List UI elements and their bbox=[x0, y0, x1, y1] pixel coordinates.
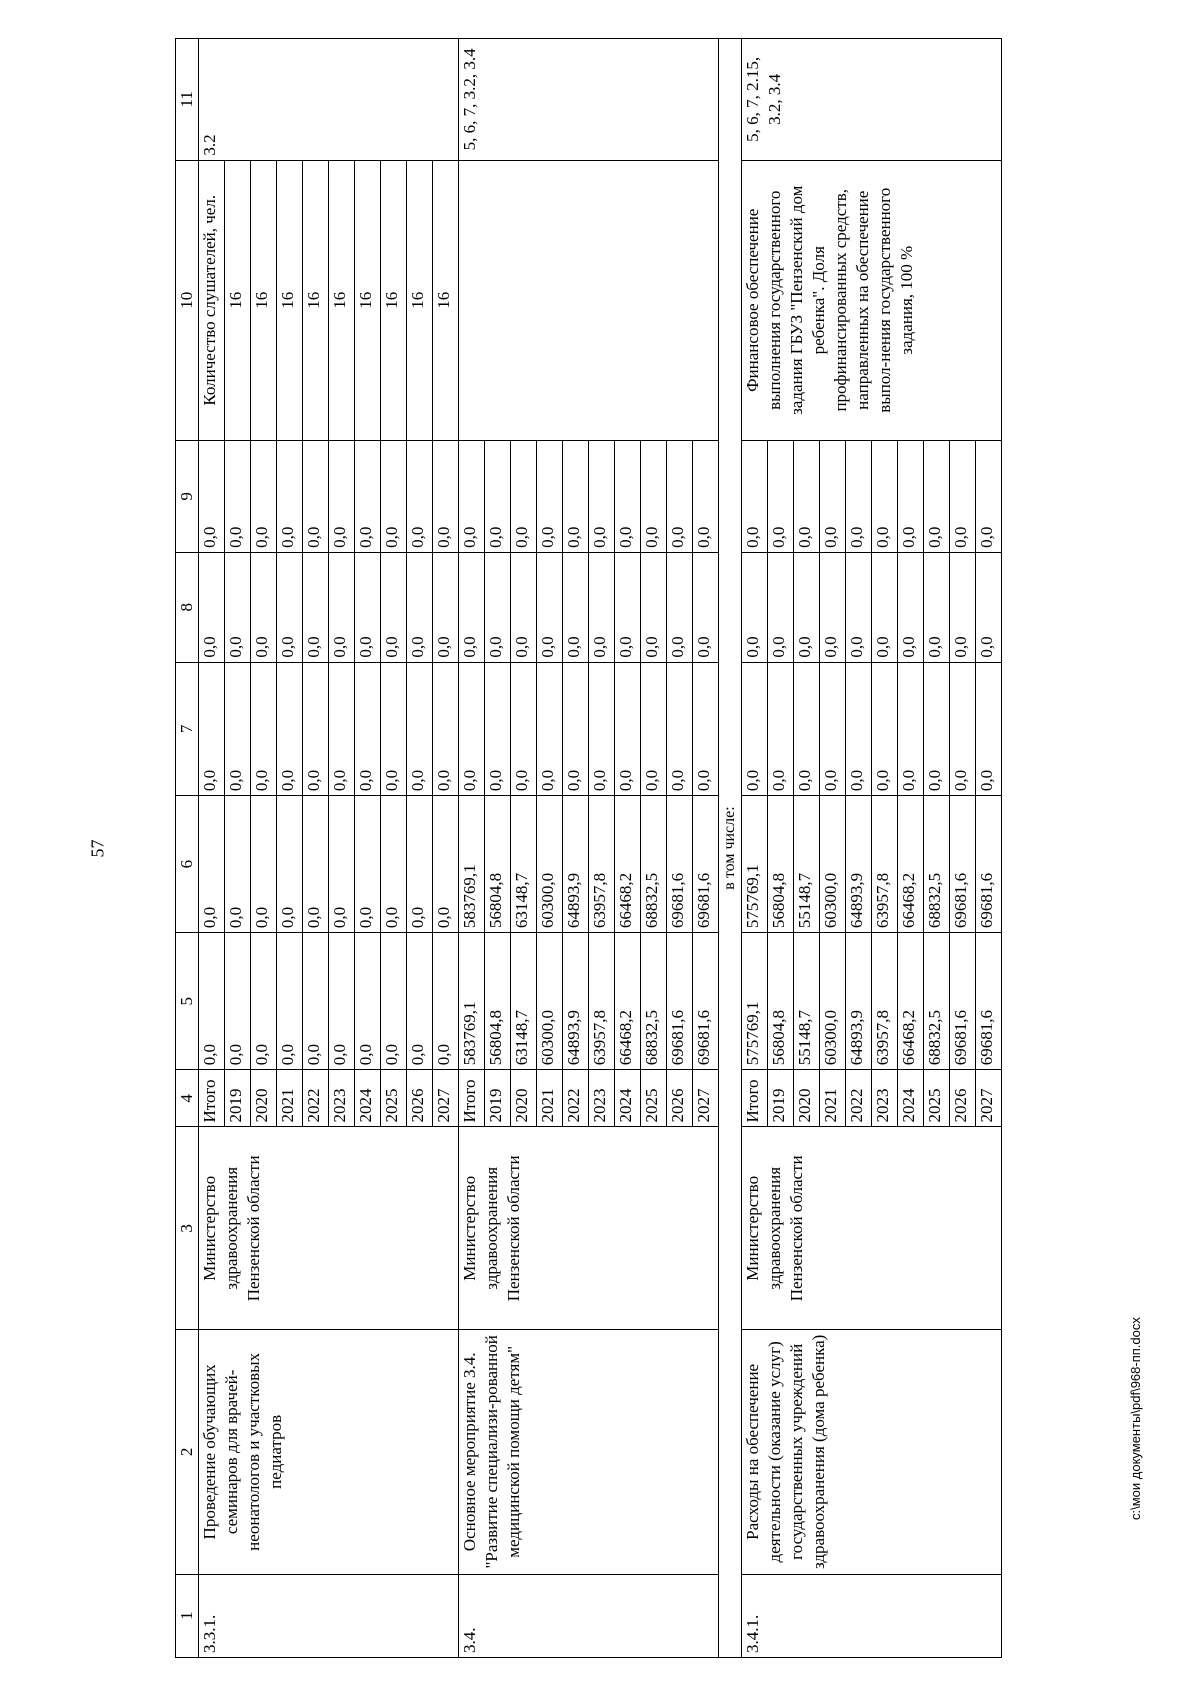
federal-budget-cell: 0,0 bbox=[303, 662, 329, 796]
federal-budget-cell: 0,0 bbox=[589, 662, 615, 796]
extrabudget-cell: 0,0 bbox=[537, 440, 563, 552]
year-cell: 2026 bbox=[950, 1070, 976, 1127]
regional-budget-cell: 0,0 bbox=[355, 796, 381, 933]
extrabudget-cell: 0,0 bbox=[199, 440, 225, 552]
year-cell: 2027 bbox=[433, 1070, 459, 1127]
regional-budget-cell: 0,0 bbox=[329, 796, 355, 933]
extrabudget-cell: 0,0 bbox=[433, 440, 459, 552]
federal-budget-cell: 0,0 bbox=[898, 662, 924, 796]
local-budget-cell: 0,0 bbox=[693, 552, 719, 662]
extrabudget-cell: 0,0 bbox=[225, 440, 251, 552]
regional-budget-cell: 60300,0 bbox=[820, 796, 846, 933]
federal-budget-cell: 0,0 bbox=[820, 662, 846, 796]
total-funding-cell: 63957,8 bbox=[872, 933, 898, 1070]
regional-budget-cell: 0,0 bbox=[381, 796, 407, 933]
indicator-value: 16 bbox=[251, 160, 277, 440]
local-budget-cell: 0,0 bbox=[225, 552, 251, 662]
regional-budget-cell: 583769,1 bbox=[459, 796, 485, 933]
year-cell: 2022 bbox=[846, 1070, 872, 1127]
local-budget-cell: 0,0 bbox=[898, 552, 924, 662]
year-cell: 2022 bbox=[303, 1070, 329, 1127]
year-cell: 2021 bbox=[820, 1070, 846, 1127]
total-funding-cell: 575769,1 bbox=[742, 933, 768, 1070]
federal-budget-cell: 0,0 bbox=[485, 662, 511, 796]
federal-budget-cell: 0,0 bbox=[615, 662, 641, 796]
target-indicators: 5, 6, 7, 2.15, 3.2, 3.4 bbox=[742, 39, 1002, 161]
header-cell: 10 bbox=[176, 160, 199, 440]
indicator-name: Количество слушателей, чел. bbox=[199, 160, 225, 440]
extrabudget-cell: 0,0 bbox=[355, 440, 381, 552]
regional-budget-cell: 0,0 bbox=[199, 796, 225, 933]
regional-budget-cell: 64893,9 bbox=[563, 796, 589, 933]
local-budget-cell: 0,0 bbox=[589, 552, 615, 662]
extrabudget-cell: 0,0 bbox=[742, 440, 768, 552]
year-cell: 2024 bbox=[898, 1070, 924, 1127]
regional-budget-cell: 63957,8 bbox=[872, 796, 898, 933]
activity-executor: Министерство здравоохранения Пензенской области bbox=[459, 1127, 719, 1330]
extrabudget-cell: 0,0 bbox=[667, 440, 693, 552]
total-funding-cell: 60300,0 bbox=[820, 933, 846, 1070]
activity-number: 3.4. bbox=[459, 1574, 719, 1657]
extrabudget-cell: 0,0 bbox=[563, 440, 589, 552]
year-cell: 2024 bbox=[355, 1070, 381, 1127]
extrabudget-cell: 0,0 bbox=[693, 440, 719, 552]
year-cell: 2027 bbox=[976, 1070, 1002, 1127]
activity-executor: Министерство здравоохранения Пензенской области bbox=[199, 1127, 459, 1330]
total-funding-cell: 69681,6 bbox=[667, 933, 693, 1070]
total-funding-cell: 0,0 bbox=[329, 933, 355, 1070]
extrabudget-cell: 0,0 bbox=[794, 440, 820, 552]
target-indicators: 5, 6, 7, 3.2, 3.4 bbox=[459, 39, 719, 161]
local-budget-cell: 0,0 bbox=[820, 552, 846, 662]
footer-file-path: c:\мои документы\pdf\968-пп.docx bbox=[1128, 1317, 1143, 1520]
total-funding-cell: 56804,8 bbox=[768, 933, 794, 1070]
total-funding-cell: 63957,8 bbox=[589, 933, 615, 1070]
local-budget-cell: 0,0 bbox=[459, 552, 485, 662]
extrabudget-cell: 0,0 bbox=[589, 440, 615, 552]
extrabudget-cell: 0,0 bbox=[615, 440, 641, 552]
indicator-value: 16 bbox=[407, 160, 433, 440]
regional-budget-cell: 69681,6 bbox=[976, 796, 1002, 933]
year-cell: 2021 bbox=[537, 1070, 563, 1127]
regional-budget-cell: 0,0 bbox=[277, 796, 303, 933]
year-cell: 2026 bbox=[667, 1070, 693, 1127]
total-funding-cell: 0,0 bbox=[381, 933, 407, 1070]
local-budget-cell: 0,0 bbox=[846, 552, 872, 662]
regional-budget-cell: 63148,7 bbox=[511, 796, 537, 933]
header-cell: 11 bbox=[176, 39, 199, 161]
federal-budget-cell: 0,0 bbox=[511, 662, 537, 796]
year-cell: 2020 bbox=[511, 1070, 537, 1127]
year-cell: 2019 bbox=[225, 1070, 251, 1127]
local-budget-cell: 0,0 bbox=[976, 552, 1002, 662]
total-funding-cell: 68832,5 bbox=[924, 933, 950, 1070]
header-cell: 5 bbox=[176, 933, 199, 1070]
activity-name: Основное мероприятие 3.4. "Развитие специализи-рованной медицинской помощи детям" bbox=[459, 1330, 719, 1574]
local-budget-cell: 0,0 bbox=[794, 552, 820, 662]
local-budget-cell: 0,0 bbox=[742, 552, 768, 662]
regional-budget-cell: 0,0 bbox=[251, 796, 277, 933]
federal-budget-cell: 0,0 bbox=[407, 662, 433, 796]
local-budget-cell: 0,0 bbox=[950, 552, 976, 662]
total-funding-cell: 69681,6 bbox=[693, 933, 719, 1070]
federal-budget-cell: 0,0 bbox=[950, 662, 976, 796]
total-funding-cell: 66468,2 bbox=[898, 933, 924, 1070]
total-funding-cell: 0,0 bbox=[251, 933, 277, 1070]
total-funding-cell: 0,0 bbox=[407, 933, 433, 1070]
year-cell: 2024 bbox=[615, 1070, 641, 1127]
regional-budget-cell: 0,0 bbox=[303, 796, 329, 933]
local-budget-cell: 0,0 bbox=[381, 552, 407, 662]
federal-budget-cell: 0,0 bbox=[251, 662, 277, 796]
regional-budget-cell: 56804,8 bbox=[485, 796, 511, 933]
local-budget-cell: 0,0 bbox=[485, 552, 511, 662]
table-row bbox=[459, 39, 485, 1658]
activity-name: Проведение обучающих семинаров для врачей-неонатологов и участковых педиатров bbox=[199, 1330, 459, 1574]
indicator-value: 16 bbox=[303, 160, 329, 440]
extrabudget-cell: 0,0 bbox=[381, 440, 407, 552]
federal-budget-cell: 0,0 bbox=[667, 662, 693, 796]
federal-budget-cell: 0,0 bbox=[693, 662, 719, 796]
federal-budget-cell: 0,0 bbox=[563, 662, 589, 796]
year-cell: 2023 bbox=[329, 1070, 355, 1127]
regional-budget-cell: 68832,5 bbox=[924, 796, 950, 933]
total-funding-cell: 55148,7 bbox=[794, 933, 820, 1070]
header-cell: 1 bbox=[176, 1574, 199, 1657]
activity-executor: Министерство здравоохранения Пензенской области bbox=[742, 1127, 1002, 1330]
year-cell: Итого bbox=[459, 1070, 485, 1127]
local-budget-cell: 0,0 bbox=[433, 552, 459, 662]
extrabudget-cell: 0,0 bbox=[329, 440, 355, 552]
total-funding-cell: 583769,1 bbox=[459, 933, 485, 1070]
federal-budget-cell: 0,0 bbox=[641, 662, 667, 796]
extrabudget-cell: 0,0 bbox=[459, 440, 485, 552]
activity-name: Расходы на обеспечение деятельности (оказание услуг) государственных учреждений здравоохранения (дома ребенка) bbox=[742, 1330, 1002, 1574]
local-budget-cell: 0,0 bbox=[924, 552, 950, 662]
header-cell: 2 bbox=[176, 1330, 199, 1574]
federal-budget-cell: 0,0 bbox=[846, 662, 872, 796]
indicator-name bbox=[459, 160, 719, 440]
local-budget-cell: 0,0 bbox=[303, 552, 329, 662]
regional-budget-cell: 68832,5 bbox=[641, 796, 667, 933]
total-funding-cell: 66468,2 bbox=[615, 933, 641, 1070]
local-budget-cell: 0,0 bbox=[511, 552, 537, 662]
local-budget-cell: 0,0 bbox=[251, 552, 277, 662]
extrabudget-cell: 0,0 bbox=[872, 440, 898, 552]
federal-budget-cell: 0,0 bbox=[924, 662, 950, 796]
local-budget-cell: 0,0 bbox=[329, 552, 355, 662]
indicator-name: Финансовое обеспечение выполнения государственного задания ГБУЗ "Пензенский дом ребенка". Доля профинансированных средств, направленных на обеспечение выпол-нения государственного задания, 100 % bbox=[742, 160, 1002, 440]
year-cell: Итого bbox=[742, 1070, 768, 1127]
federal-budget-cell: 0,0 bbox=[433, 662, 459, 796]
total-funding-cell: 0,0 bbox=[355, 933, 381, 1070]
program-table bbox=[175, 38, 1002, 1658]
local-budget-cell: 0,0 bbox=[872, 552, 898, 662]
total-funding-cell: 0,0 bbox=[277, 933, 303, 1070]
regional-budget-cell: 66468,2 bbox=[615, 796, 641, 933]
subtotal-separator-row bbox=[719, 39, 742, 1658]
header-cell: 3 bbox=[176, 1127, 199, 1330]
federal-budget-cell: 0,0 bbox=[872, 662, 898, 796]
total-funding-cell: 56804,8 bbox=[485, 933, 511, 1070]
total-funding-cell: 69681,6 bbox=[950, 933, 976, 1070]
indicator-value: 16 bbox=[355, 160, 381, 440]
year-cell: 2026 bbox=[407, 1070, 433, 1127]
local-budget-cell: 0,0 bbox=[641, 552, 667, 662]
federal-budget-cell: 0,0 bbox=[742, 662, 768, 796]
table-row bbox=[742, 39, 768, 1658]
total-funding-cell: 64893,9 bbox=[563, 933, 589, 1070]
federal-budget-cell: 0,0 bbox=[225, 662, 251, 796]
federal-budget-cell: 0,0 bbox=[537, 662, 563, 796]
federal-budget-cell: 0,0 bbox=[329, 662, 355, 796]
in-that-number-label: в том числе: bbox=[719, 39, 742, 1658]
indicator-value: 16 bbox=[225, 160, 251, 440]
extrabudget-cell: 0,0 bbox=[768, 440, 794, 552]
extrabudget-cell: 0,0 bbox=[511, 440, 537, 552]
local-budget-cell: 0,0 bbox=[199, 552, 225, 662]
extrabudget-cell: 0,0 bbox=[251, 440, 277, 552]
regional-budget-cell: 0,0 bbox=[433, 796, 459, 933]
table-row bbox=[199, 39, 225, 1658]
regional-budget-cell: 575769,1 bbox=[742, 796, 768, 933]
regional-budget-cell: 0,0 bbox=[225, 796, 251, 933]
extrabudget-cell: 0,0 bbox=[641, 440, 667, 552]
federal-budget-cell: 0,0 bbox=[976, 662, 1002, 796]
extrabudget-cell: 0,0 bbox=[898, 440, 924, 552]
year-cell: 2025 bbox=[381, 1070, 407, 1127]
federal-budget-cell: 0,0 bbox=[459, 662, 485, 796]
local-budget-cell: 0,0 bbox=[355, 552, 381, 662]
regional-budget-cell: 0,0 bbox=[407, 796, 433, 933]
extrabudget-cell: 0,0 bbox=[820, 440, 846, 552]
total-funding-cell: 64893,9 bbox=[846, 933, 872, 1070]
header-cell: 6 bbox=[176, 796, 199, 933]
year-cell: 2020 bbox=[251, 1070, 277, 1127]
extrabudget-cell: 0,0 bbox=[277, 440, 303, 552]
total-funding-cell: 63148,7 bbox=[511, 933, 537, 1070]
federal-budget-cell: 0,0 bbox=[277, 662, 303, 796]
regional-budget-cell: 63957,8 bbox=[589, 796, 615, 933]
year-cell: 2025 bbox=[924, 1070, 950, 1127]
header-cell: 8 bbox=[176, 552, 199, 662]
total-funding-cell: 60300,0 bbox=[537, 933, 563, 1070]
federal-budget-cell: 0,0 bbox=[355, 662, 381, 796]
local-budget-cell: 0,0 bbox=[768, 552, 794, 662]
extrabudget-cell: 0,0 bbox=[950, 440, 976, 552]
header-cell: 9 bbox=[176, 440, 199, 552]
extrabudget-cell: 0,0 bbox=[485, 440, 511, 552]
table-body bbox=[176, 39, 1002, 1658]
federal-budget-cell: 0,0 bbox=[768, 662, 794, 796]
federal-budget-cell: 0,0 bbox=[199, 662, 225, 796]
page-number: 57 bbox=[87, 839, 108, 858]
year-cell: 2021 bbox=[277, 1070, 303, 1127]
regional-budget-cell: 69681,6 bbox=[950, 796, 976, 933]
regional-budget-cell: 60300,0 bbox=[537, 796, 563, 933]
total-funding-cell: 0,0 bbox=[199, 933, 225, 1070]
year-cell: Итого bbox=[199, 1070, 225, 1127]
total-funding-cell: 0,0 bbox=[225, 933, 251, 1070]
header-cell: 4 bbox=[176, 1070, 199, 1127]
indicator-value: 16 bbox=[381, 160, 407, 440]
header-cell: 7 bbox=[176, 662, 199, 796]
total-funding-cell: 69681,6 bbox=[976, 933, 1002, 1070]
regional-budget-cell: 55148,7 bbox=[794, 796, 820, 933]
year-cell: 2027 bbox=[693, 1070, 719, 1127]
header-row bbox=[176, 39, 199, 1658]
year-cell: 2020 bbox=[794, 1070, 820, 1127]
local-budget-cell: 0,0 bbox=[615, 552, 641, 662]
local-budget-cell: 0,0 bbox=[537, 552, 563, 662]
indicator-value: 16 bbox=[329, 160, 355, 440]
year-cell: 2019 bbox=[768, 1070, 794, 1127]
year-cell: 2022 bbox=[563, 1070, 589, 1127]
activity-number: 3.3.1. bbox=[199, 1574, 459, 1657]
year-cell: 2019 bbox=[485, 1070, 511, 1127]
federal-budget-cell: 0,0 bbox=[794, 662, 820, 796]
year-cell: 2023 bbox=[589, 1070, 615, 1127]
activity-number: 3.4.1. bbox=[742, 1574, 1002, 1657]
regional-budget-cell: 69681,6 bbox=[667, 796, 693, 933]
extrabudget-cell: 0,0 bbox=[924, 440, 950, 552]
total-funding-cell: 0,0 bbox=[303, 933, 329, 1070]
extrabudget-cell: 0,0 bbox=[846, 440, 872, 552]
year-cell: 2025 bbox=[641, 1070, 667, 1127]
local-budget-cell: 0,0 bbox=[277, 552, 303, 662]
local-budget-cell: 0,0 bbox=[407, 552, 433, 662]
regional-budget-cell: 56804,8 bbox=[768, 796, 794, 933]
federal-budget-cell: 0,0 bbox=[381, 662, 407, 796]
indicator-value: 16 bbox=[277, 160, 303, 440]
total-funding-cell: 0,0 bbox=[433, 933, 459, 1070]
local-budget-cell: 0,0 bbox=[667, 552, 693, 662]
target-indicators: 3.2 bbox=[199, 39, 459, 161]
total-funding-cell: 68832,5 bbox=[641, 933, 667, 1070]
regional-budget-cell: 69681,6 bbox=[693, 796, 719, 933]
regional-budget-cell: 66468,2 bbox=[898, 796, 924, 933]
extrabudget-cell: 0,0 bbox=[407, 440, 433, 552]
local-budget-cell: 0,0 bbox=[563, 552, 589, 662]
extrabudget-cell: 0,0 bbox=[976, 440, 1002, 552]
regional-budget-cell: 64893,9 bbox=[846, 796, 872, 933]
rotated-page bbox=[175, 38, 1100, 1658]
indicator-value: 16 bbox=[433, 160, 459, 440]
year-cell: 2023 bbox=[872, 1070, 898, 1127]
extrabudget-cell: 0,0 bbox=[303, 440, 329, 552]
